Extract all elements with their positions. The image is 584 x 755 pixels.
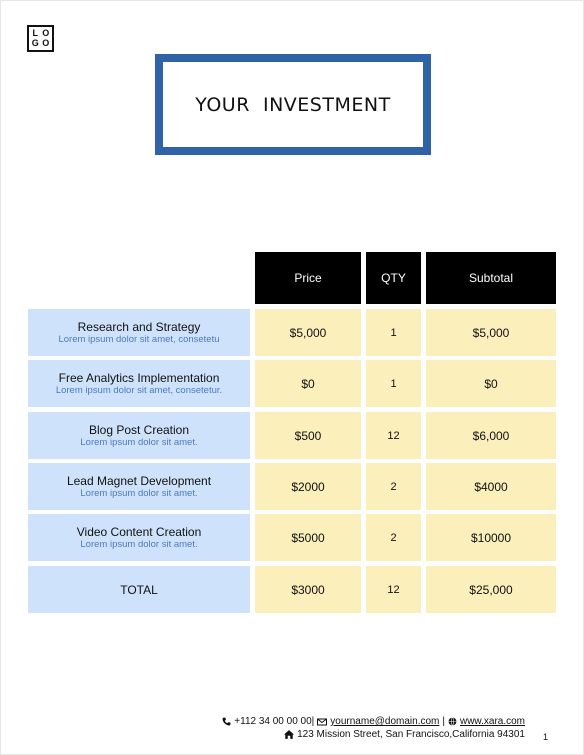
item-qty: 1 bbox=[366, 309, 421, 356]
logo bbox=[27, 25, 54, 52]
logo-letter: O bbox=[42, 27, 50, 38]
page-number: 1 bbox=[543, 732, 549, 742]
item-price: $500 bbox=[255, 412, 361, 459]
total-label: TOTAL bbox=[120, 582, 158, 597]
page-title: YOUR INVESTMENT bbox=[195, 93, 391, 116]
item-subtotal: $6,000 bbox=[426, 412, 556, 459]
separator: | bbox=[442, 716, 445, 727]
item-qty: 12 bbox=[366, 412, 421, 459]
home-icon bbox=[284, 730, 294, 739]
website-link[interactable]: www.xara.com bbox=[459, 716, 525, 727]
total-subtotal: $25,000 bbox=[426, 566, 556, 613]
total-row-label bbox=[28, 566, 250, 613]
footer-contact bbox=[222, 716, 525, 727]
header-price: Price bbox=[255, 252, 361, 304]
phone-number: +112 34 00 00 00| bbox=[234, 716, 315, 727]
item-name: Research and Strategy bbox=[77, 319, 201, 334]
item-name: Free Analytics Implementation bbox=[58, 370, 220, 385]
item-price: $2000 bbox=[255, 463, 361, 510]
table-row-label bbox=[28, 360, 250, 407]
item-qty: 1 bbox=[366, 360, 421, 407]
item-description: Lorem ipsum dolor sit amet. bbox=[80, 436, 198, 448]
globe-icon bbox=[448, 717, 457, 726]
table-row-label bbox=[28, 309, 250, 356]
item-description: Lorem ipsum dolor sit amet. bbox=[80, 487, 198, 499]
item-subtotal: $4000 bbox=[426, 463, 556, 510]
logo-letter: G bbox=[31, 38, 39, 49]
item-subtotal: $10000 bbox=[426, 514, 556, 561]
item-name: Blog Post Creation bbox=[88, 422, 190, 437]
table-row-label bbox=[28, 412, 250, 459]
footer-address bbox=[284, 729, 525, 740]
item-subtotal: $0 bbox=[426, 360, 556, 407]
phone-icon bbox=[222, 717, 231, 726]
item-price: $5000 bbox=[255, 514, 361, 561]
logo-letter: O bbox=[42, 38, 50, 49]
item-description: Lorem ipsum dolor sit amet, consetetur. bbox=[55, 384, 223, 396]
header-subtotal: Subtotal bbox=[426, 252, 556, 304]
email-link[interactable]: yourname@domain.com bbox=[330, 716, 440, 727]
mail-icon bbox=[317, 718, 327, 726]
item-price: $5,000 bbox=[255, 309, 361, 356]
total-qty: 12 bbox=[366, 566, 421, 613]
table-row-label bbox=[28, 463, 250, 510]
item-price: $0 bbox=[255, 360, 361, 407]
item-description: Lorem ipsum dolor sit amet, consetetu bbox=[58, 333, 220, 345]
title-box bbox=[155, 54, 431, 155]
total-price: $3000 bbox=[255, 566, 361, 613]
logo-letter: L bbox=[32, 27, 38, 38]
item-qty: 2 bbox=[366, 514, 421, 561]
item-qty: 2 bbox=[366, 463, 421, 510]
table-row-label bbox=[28, 514, 250, 561]
header-qty: QTY bbox=[366, 252, 421, 304]
item-name: Lead Magnet Development bbox=[66, 473, 212, 488]
item-name: Video Content Creation bbox=[76, 524, 202, 539]
item-description: Lorem ipsum dolor sit amet. bbox=[80, 538, 198, 550]
address-text: 123 Mission Street, San Francisco,California 94301 bbox=[297, 729, 525, 740]
item-subtotal: $5,000 bbox=[426, 309, 556, 356]
